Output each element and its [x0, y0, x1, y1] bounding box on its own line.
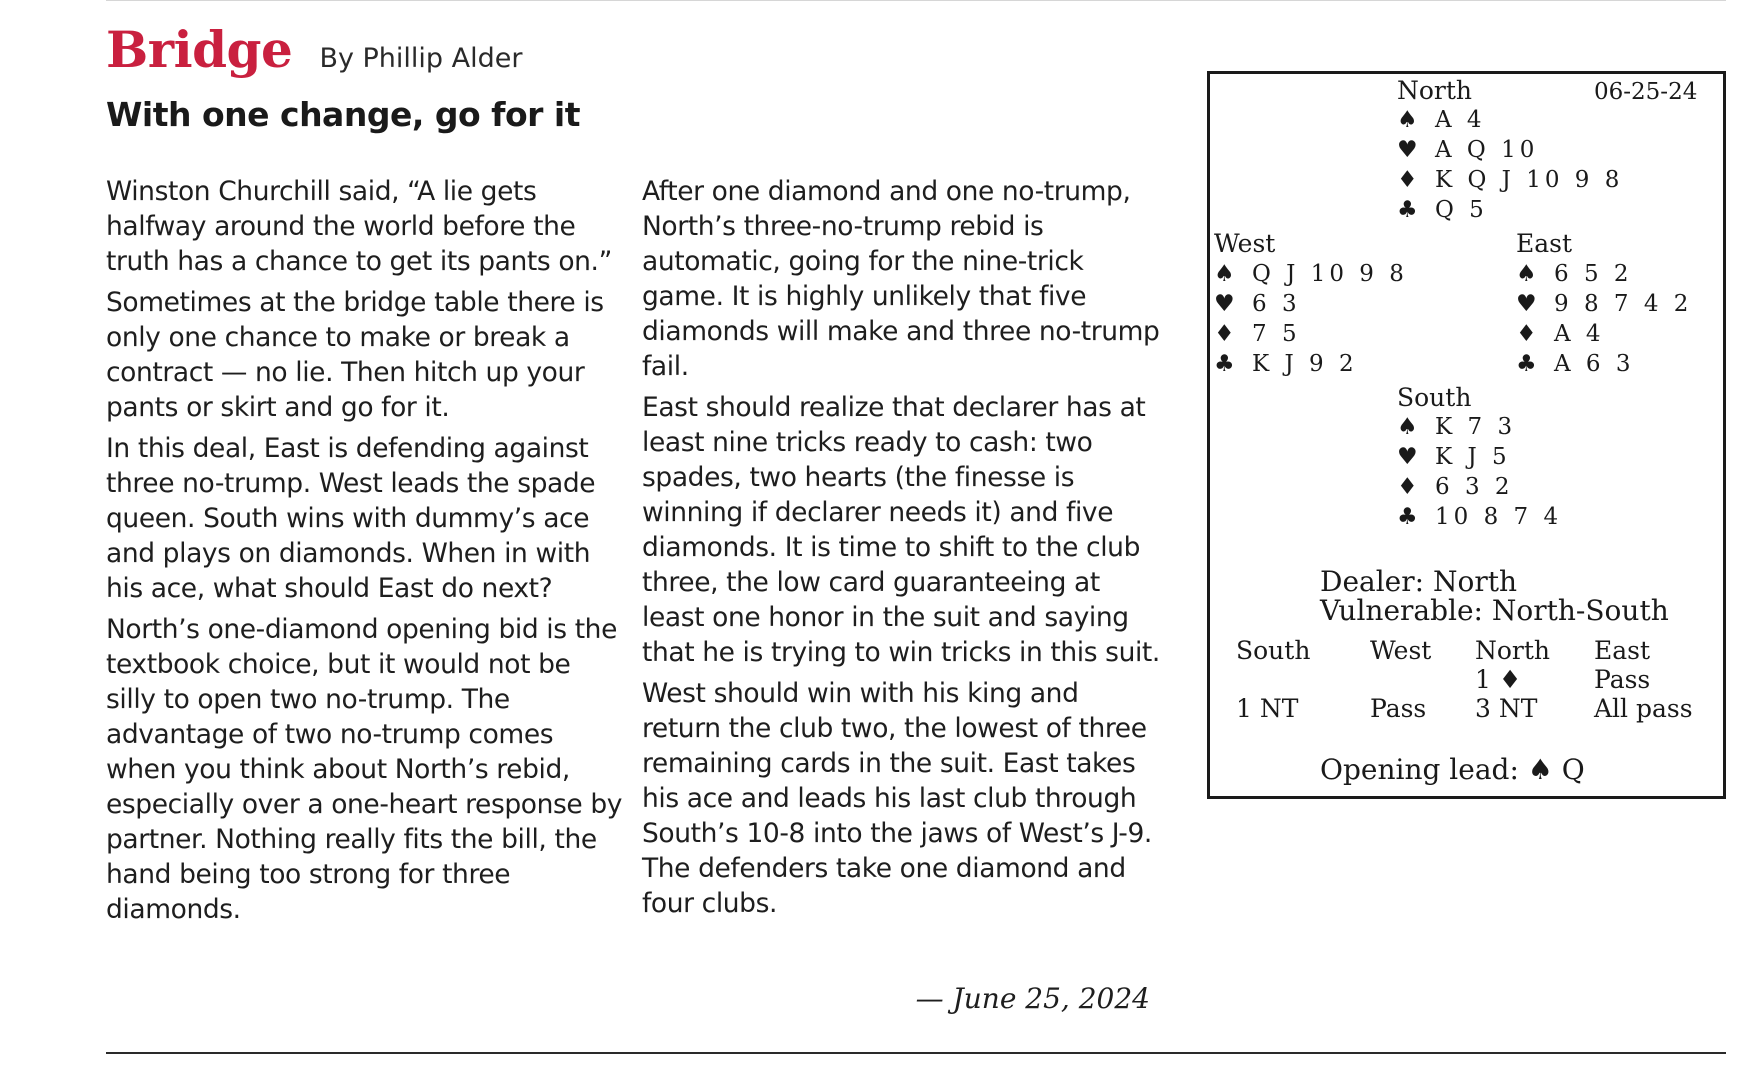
- auction-header-north: North: [1475, 636, 1551, 665]
- west-hearts-row: [1214, 289, 1408, 319]
- west-hearts: 6 3: [1252, 291, 1301, 317]
- east-hand: [1516, 259, 1692, 379]
- spade-icon: ♠: [1516, 261, 1537, 287]
- south-hearts-row: [1397, 442, 1562, 472]
- auction-row: [1236, 694, 1693, 723]
- auction-cell: [1236, 665, 1370, 694]
- auction-cell: Pass: [1370, 694, 1427, 723]
- west-clubs-row: [1214, 349, 1408, 379]
- diamond-icon: ♦: [1397, 474, 1418, 500]
- east-clubs: A 6 3: [1554, 351, 1635, 377]
- paragraph: After one diamond and one no-trump, North’s three-no-trump rebid is automatic, going for the nine-trick game. It is highly unlikely that five diamonds will make and three no-trump fail.: [642, 176, 1160, 382]
- auction-cell: All pass: [1594, 694, 1693, 723]
- east-hearts: 9 8 7 4 2: [1554, 291, 1693, 317]
- south-diamonds: 6 3 2: [1435, 474, 1514, 500]
- heart-icon: ♥: [1516, 291, 1537, 317]
- auction-cell: 3 NT: [1475, 694, 1538, 723]
- club-icon: ♣: [1516, 351, 1537, 377]
- vulnerability-info: Vulnerable: North-South: [1320, 594, 1669, 627]
- paragraph: Winston Churchill said, “A lie gets halfway around the world before the truth has a chance to get its pants on.”: [106, 176, 612, 277]
- west-clubs: K J 9 2: [1252, 351, 1358, 377]
- diamond-icon: ♦: [1214, 321, 1235, 347]
- south-spades-row: [1397, 412, 1562, 442]
- heart-icon: ♥: [1397, 444, 1418, 470]
- spade-icon: ♠: [1397, 414, 1418, 440]
- club-icon: ♣: [1397, 504, 1418, 530]
- north-spades-row: [1397, 105, 1623, 135]
- north-clubs: Q 5: [1435, 197, 1488, 223]
- south-hand: [1397, 412, 1562, 532]
- club-icon: ♣: [1397, 197, 1418, 223]
- east-diamonds: A 4: [1554, 321, 1605, 347]
- auction-cell: 1 NT: [1236, 694, 1299, 723]
- west-diamonds-row: [1214, 319, 1408, 349]
- north-diamonds-row: [1397, 165, 1623, 195]
- bridge-deal-diagram: [1207, 71, 1726, 799]
- top-rule: [106, 0, 1726, 1]
- auction-header-row: [1236, 636, 1693, 665]
- club-icon: ♣: [1214, 351, 1235, 377]
- auction-cell: 1 ♦: [1475, 665, 1522, 694]
- south-spades: K 7 3: [1435, 414, 1517, 440]
- spade-icon: ♠: [1214, 261, 1235, 287]
- article-column-2: [642, 174, 1162, 927]
- paragraph: In this deal, East is defending against three no-trump. West leads the spade queen. South wins with dummy’s ace and plays on diamonds. When in with his ace, what should East do next?: [106, 433, 596, 604]
- heart-icon: ♥: [1397, 137, 1418, 163]
- byline: By Phillip Alder: [319, 43, 523, 74]
- east-spades: 6 5 2: [1554, 261, 1633, 287]
- auction-header-east: East: [1594, 636, 1651, 665]
- article-column-1: [106, 174, 626, 933]
- column-logo: Bridge: [106, 20, 293, 79]
- north-hand: [1397, 105, 1623, 225]
- south-clubs: 10 8 7 4: [1435, 504, 1563, 530]
- north-label: North: [1397, 76, 1473, 105]
- auction-table: [1236, 636, 1706, 723]
- auction-cell: [1370, 665, 1475, 694]
- east-spades-row: [1516, 259, 1692, 289]
- west-diamonds: 7 5: [1252, 321, 1301, 347]
- spade-icon: ♠: [1397, 107, 1418, 133]
- east-diamonds-row: [1516, 319, 1692, 349]
- masthead: [106, 20, 522, 79]
- paragraph: North’s one-diamond opening bid is the textbook choice, but it would not be silly to open two no-trump. The advantage of two no-trump comes when you think about North’s rebid, especially over a one-heart response by partner. Nothing really fits the bill, the hand being too strong for three diamonds.: [106, 614, 623, 925]
- north-spades: A 4: [1435, 107, 1486, 133]
- paragraph: West should win with his king and return the club two, the lowest of three remaining cards in the suit. East takes his ace and leads his last club through South’s 10-8 into the jaws of West’s J-9. The defenders take one diamond and four clubs.: [642, 678, 1152, 919]
- west-spades-row: [1214, 259, 1408, 289]
- west-hand: [1214, 259, 1408, 379]
- heart-icon: ♥: [1214, 291, 1235, 317]
- east-label: East: [1516, 229, 1573, 258]
- opening-lead: Opening lead: ♠ Q: [1320, 753, 1585, 786]
- south-diamonds-row: [1397, 472, 1562, 502]
- deal-date: 06-25-24: [1594, 79, 1698, 105]
- article-headline: With one change, go for it: [106, 95, 581, 134]
- auction-header-south: South: [1236, 636, 1311, 665]
- auction-header-west: West: [1370, 636, 1432, 665]
- diamond-icon: ♦: [1516, 321, 1537, 347]
- paragraph: Sometimes at the bridge table there is only one chance to make or break a contract — no lie. Then hitch up your pants or skirt and go for it.: [106, 287, 604, 423]
- south-label: South: [1397, 383, 1472, 412]
- diamond-icon: ♦: [1397, 167, 1418, 193]
- north-hearts-row: [1397, 135, 1623, 165]
- east-clubs-row: [1516, 349, 1692, 379]
- north-clubs-row: [1397, 195, 1623, 225]
- bottom-rule: [106, 1052, 1726, 1054]
- auction-cell: Pass: [1594, 665, 1651, 694]
- west-label: West: [1214, 229, 1276, 258]
- north-diamonds: K Q J 10 9 8: [1435, 167, 1624, 193]
- north-hearts: A Q 10: [1435, 137, 1539, 163]
- dealer-info: Dealer: North: [1320, 565, 1517, 598]
- paragraph: East should realize that declarer has at least nine tricks ready to cash: two spades, two hearts (the finesse is winning if declarer needs it) and five diamonds. It is time to shift to the club three, the low card guaranteeing at least one honor in the suit and saying that he is trying to win tricks in this suit.: [642, 392, 1160, 668]
- auction-row: [1236, 665, 1693, 694]
- east-hearts-row: [1516, 289, 1692, 319]
- south-clubs-row: [1397, 502, 1562, 532]
- west-spades: Q J 10 9 8: [1252, 261, 1408, 287]
- south-hearts: K J 5: [1435, 444, 1511, 470]
- dateline: — June 25, 2024: [915, 982, 1150, 1015]
